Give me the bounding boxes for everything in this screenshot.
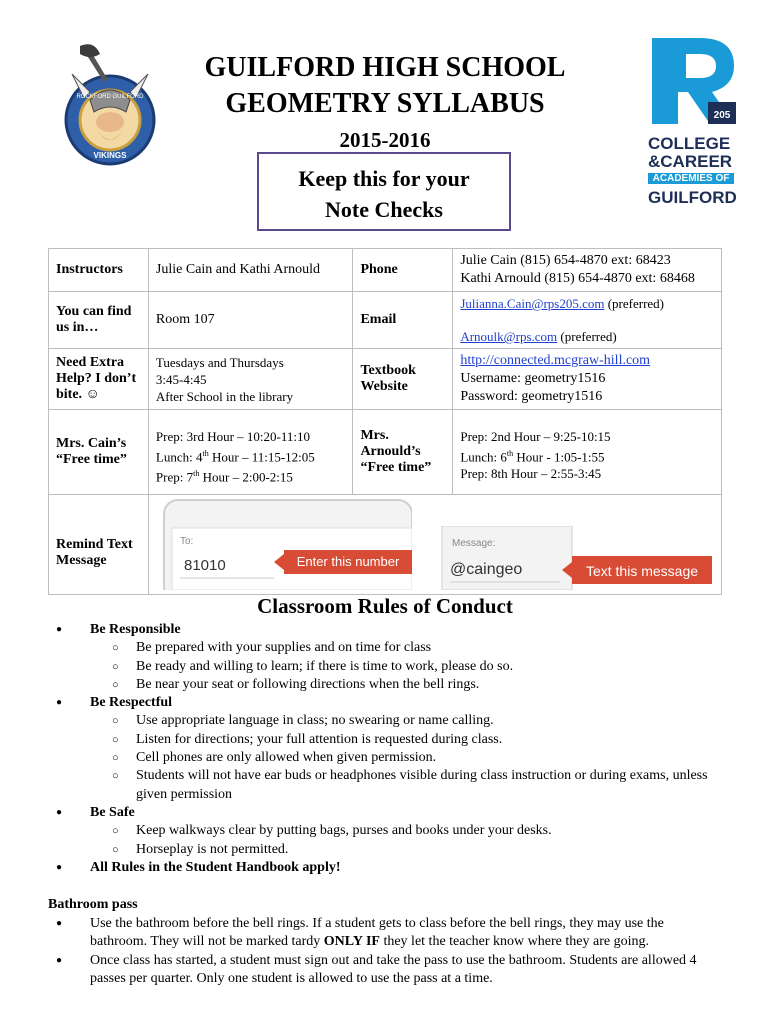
email-arnould-note: (preferred): [557, 329, 617, 344]
list-item: ○ Keep walkways clear by putting bags, purses and books under your desks.: [90, 822, 728, 840]
text-message-tag: Text this message: [585, 563, 699, 579]
arnould-prep-8: Prep: 8th Hour – 2:55-3:45: [460, 466, 602, 482]
rules-list: [48, 621, 728, 877]
list-item: ○ Be prepared with your supplies and on time for class: [90, 639, 728, 657]
phone-label: Phone: [353, 249, 453, 292]
cain-free-time-value: [148, 410, 353, 495]
phone-value: [453, 249, 722, 292]
list-item: ○ Horseplay is not permitted.: [90, 841, 728, 859]
arnould-lunch-6: Lunch: 6th Hour - 1:05-1:55: [460, 449, 605, 465]
arnould-free-time-value: [453, 410, 722, 495]
textbook-label: Textbook Website: [353, 349, 453, 410]
arnould-prep-2: Prep: 2nd Hour – 9:25-10:15: [460, 429, 611, 444]
logo-line-3: ACADEMIES OF: [648, 173, 734, 184]
extra-help-value: [148, 349, 353, 410]
cain-free-time-label: Mrs. Cain’s “Free time”: [49, 410, 149, 495]
list-item: ○ Cell phones are only allowed when given permission.: [90, 749, 728, 767]
textbook-username: Username: geometry1516: [460, 371, 606, 386]
cain-prep-7: Prep: 7th Hour – 2:00-2:15: [155, 469, 293, 485]
remind-number-image: [162, 498, 412, 590]
extra-help-label: Need Extra Help? I don’t bite. ☺: [49, 349, 149, 410]
email-cain-note: (preferred): [604, 296, 665, 311]
location-label: You can find us in…: [49, 292, 149, 349]
remind-label: Remind Text Message: [49, 495, 149, 595]
logo-line-1: COLLEGE: [648, 134, 731, 153]
arnould-free-time-label: Mrs. Arnould’s “Free time”: [353, 410, 453, 495]
list-item: ○ Listen for directions; your full attention is requested during class.: [90, 731, 728, 749]
table-row: [49, 249, 722, 292]
list-item: ○ Use appropriate language in class; no swearing or name calling.: [90, 712, 728, 730]
list-item: [48, 859, 728, 877]
school-title: GUILFORD HIGH SCHOOL: [204, 52, 566, 83]
r205-logo-icon: [648, 36, 740, 128]
help-days: Tuesdays and Thursdays: [155, 354, 284, 370]
phone-cain: Julie Cain (815) 654-4870 ext: 68423: [460, 253, 671, 268]
list-item: [48, 694, 728, 804]
seal-bottom-text: VIKINGS: [93, 151, 127, 160]
textbook-url-link[interactable]: http://connected.mcgraw-hill.com: [460, 353, 651, 368]
logo-number: 205: [713, 110, 731, 121]
table-row: [49, 349, 722, 410]
course-title: GEOMETRY SYLLABUS: [225, 88, 545, 119]
email-label: Email: [353, 292, 453, 349]
college-career-logo: [648, 36, 740, 206]
help-time: 3:45-4:45: [155, 371, 207, 387]
remind-message-image: [440, 526, 718, 590]
list-item: ○ Be ready and willing to learn; if there is time to work, please do so.: [90, 658, 728, 676]
to-label: To:: [180, 536, 194, 547]
seal-top-text: ROCKFORD GUILFORD: [76, 94, 144, 100]
logo-line-4: GUILFORD: [648, 188, 737, 207]
location-value: Room 107: [148, 292, 353, 349]
enter-number-tag: Enter this number: [296, 554, 400, 569]
rule-head-respectful: Be Respectful: [90, 695, 173, 711]
list-item: ○ Be near your seat or following directions when the bell rings.: [90, 676, 728, 694]
email-cain-link[interactable]: Julianna.Cain@rps205.com: [460, 296, 605, 311]
instructors-label: Instructors: [49, 249, 149, 292]
rule-head-responsible: Be Responsible: [90, 622, 181, 637]
textbook-password: Password: geometry1516: [460, 389, 603, 404]
list-item: [48, 804, 728, 859]
logo-line-2: &CAREER: [648, 152, 733, 171]
help-place: After School in the library: [155, 388, 294, 404]
textbook-value: [453, 349, 722, 410]
instructors-value: Julie Cain and Kathi Arnould: [148, 249, 353, 292]
email-arnould-link[interactable]: Arnoulk@rps.com: [460, 329, 558, 344]
bathroom-heading: Bathroom pass: [48, 897, 138, 912]
list-item: ○ Students will not have ear buds or headphones visible during class instruction or during exams, unless given permission: [90, 767, 728, 804]
message-label: Message:: [452, 538, 496, 549]
school-year: 2015-2016: [339, 128, 431, 152]
rules-heading: Classroom Rules of Conduct: [257, 594, 513, 618]
list-item: [48, 621, 728, 694]
cain-prep-3: Prep: 3rd Hour – 10:20-11:10: [155, 429, 310, 444]
table-row: [49, 410, 722, 495]
rule-head-safe: Be Safe: [90, 804, 135, 820]
remind-code: @caingeo: [450, 561, 523, 578]
list-item: ● Once class has started, a student must sign out and take the pass to use the bathroom. Students are allowed 4 passes per quarter. Only one student is allowed to use the pass at a time.: [48, 952, 718, 989]
remind-number: 81010: [184, 557, 226, 574]
keep-line-1: Keep this for your: [298, 166, 470, 191]
bathroom-list: [48, 915, 718, 988]
school-seal-logo: [60, 40, 160, 190]
note-checks-box: [257, 152, 511, 231]
rule-final: All Rules in the Student Handbook apply!: [90, 859, 341, 875]
table-row: [49, 292, 722, 349]
cain-lunch-4: Lunch: 4th Hour – 11:15-12:05: [155, 449, 315, 465]
email-value: [453, 292, 722, 349]
keep-line-2: Note Checks: [325, 197, 443, 222]
list-item: ● Use the bathroom before the bell rings. If a student gets to class before the bell rings, they may use the bathroom. They will not be marked tardy ONLY IF they let the teacher know where they are going.: [48, 915, 718, 952]
phone-arnould: Kathi Arnould (815) 654-4870 ext: 68468: [460, 271, 695, 286]
